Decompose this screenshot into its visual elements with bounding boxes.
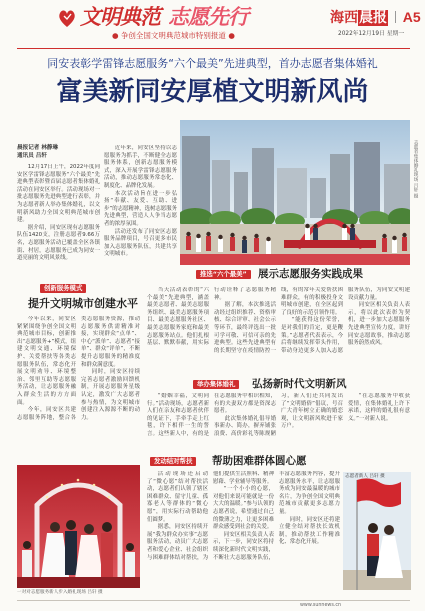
couple-with-flag-photo xyxy=(343,472,411,590)
subtitle-text: 争创全国文明典范城市特别报道 xyxy=(120,31,226,40)
volunteer-heart-logo-icon xyxy=(58,7,76,29)
logo-divider xyxy=(395,11,396,23)
section-tab-paired-assistance: 发动结对帮扶 xyxy=(150,457,196,466)
paragraph: 此次集体婚礼倡导婚事新办、简办，摒弃铺张浪费、高价彩礼等陈规陋习，新人们还共同发出了“文明婚俗”倡议，号召广大青年树立正确的婚恋观，让文明新风吹进千家万户。 xyxy=(214,393,343,437)
paragraph: 同时，同安区还将建立健全结对帮扶长效机制，推动帮扶工作精准化、常态化开展。 xyxy=(279,516,340,546)
paragraph: 活动还发布了同安区志愿服务品牌项目，号召更多市民加入志愿服务队伍，共建共享文明城市。 xyxy=(104,228,177,258)
section-title-group-wedding: 弘扬新时代文明新风 xyxy=(252,378,347,390)
dot-icon: ● xyxy=(112,31,119,40)
paper-name-part1: 海西 xyxy=(330,10,358,26)
section-title-paired-assistance: 帮助困难群体圆心愿 xyxy=(212,455,307,467)
paragraph: 据介绍，同安区现有志愿服务队伍1420支，注册志愿者9.66万名，志愿服务活动已覆盖全区各镇街、村居，志愿服务已成为同安一道亮丽的文明风景线。 xyxy=(17,224,100,262)
red-carpet xyxy=(180,254,410,265)
right-photo-caption: 志愿者新人 吕轩 摄 xyxy=(345,474,385,479)
dot-icon: ● xyxy=(228,31,235,40)
floor xyxy=(17,577,140,588)
paragraph: 活动现场还启动了“微心愿”结对帮扶活动，志愿者们认领了辖区困难群众、留守儿童、孤寡老人等群体的“微心愿”，用实际行动帮助他们圆梦。 xyxy=(147,471,208,523)
section-body-six-best xyxy=(147,287,410,371)
paragraph: “在志愿服务中收获爱情，在集体婚礼上许下承诺，这样的婚礼很有意义。”一对新人说。 xyxy=(348,393,410,422)
paragraph: “一个小小的心愿，对他们来说可能就是一份大大的温暖。”参与认领的志愿者说，希望通过自己的微薄之力，让更多困难群众感受到社会的关爱。 xyxy=(213,486,274,531)
paragraph: 近年来，同安区坚持以志愿服务为抓手，不断健全志愿服务体系，创新志愿服务模式，深入开展学雷锋志愿服务活动，推动志愿服务常态化、制度化、品牌化发展。 xyxy=(104,145,177,189)
section-tab-six-best: 推选“六个最美” xyxy=(196,270,251,279)
section-title-six-best: 展示志愿服务实践成果 xyxy=(258,268,363,280)
intro-column xyxy=(17,164,100,268)
byline-reporter: 晨报记者 林静琳 xyxy=(17,145,59,151)
left-photo-caption: 一对对志愿服务新人步入婚礼现场 吕轩 摄 xyxy=(17,590,103,595)
couples-entering-photo xyxy=(17,465,140,588)
brand-title-part1: 文明典范 xyxy=(80,4,160,29)
paragraph: 12月17日上午，2022年度同安区学雷锋志愿服务“六个最美”先进典型表彰暨首届志愿者集体婚礼活动在同安区举行。活动现场对一批志愿服务先进典型进行表彰，并为志愿者新人举办集体婚礼，以文明新风助力全国文明典范城市创建。 xyxy=(17,164,100,224)
paragraph: 据了解，本次推选活动经过组织推荐、资格审核、综合评审、社会公示等环节，最终评选出一批可学可敬、可信可亲的先进典型。这些先进典型有的长期坚守在疫情防控一线，有的常年关爱帮扶困难群众，有的积极投身文明城市创建，在全区起到了良好的示范引领作用。 xyxy=(214,287,343,354)
section-body-innovation xyxy=(17,316,140,461)
article-headline: 富美新同安厚植文明新风尚 xyxy=(56,77,369,107)
paragraph: “能获得这份荣誉，是对我们的肯定，更是鞭策。”志愿者代表表示，今后将继续发挥带头作用，带动身边更多人加入志愿服务队伍，为同安文明建设贡献力量。 xyxy=(281,287,410,354)
paragraph: 同安区相关负责人表示，将以此次表彰为契机，进一步加大志愿服务先进典型宣传力度，讲好同安志愿故事，推动志愿服务蔚然成风。 xyxy=(348,302,410,347)
stage xyxy=(284,240,376,248)
paragraph: “婚姻幸福，文明同行。”活动现场，志愿者新人们在亲友和志愿者伙伴的见证下，手牵手走上红毯，许下相伴一生的誓言。这些新人中，有的是在志愿服务中相识相知，有的夫妻双方都是资深志愿者。 xyxy=(147,393,276,437)
paragraph: 本次活动旨在进一步弘扬“奉献、友爱、互助、进步”的志愿精神，选树志愿服务先进典型，营造人人争当志愿者的浓厚氛围。 xyxy=(104,190,177,227)
paragraph: 今年，同安区共建志愿服务阵地，整合各类志愿服务资源，推动志愿服务供需精准对接，实现群众“点单”、中心“派单”、志愿者“接单”、群众“评单”，不断提升志愿服务的精准度和群众满意度。 xyxy=(17,316,140,421)
byline xyxy=(17,145,101,160)
header-divider xyxy=(17,48,410,49)
article-subhead: 同安表彰学雷锋志愿服务“六个最美”先进典型，首办志愿者集体婚礼 xyxy=(47,57,378,70)
paragraph: 当天活动表彰的“六个最美”先进典型，涵盖最美志愿者、最美志愿服务组织、最美志愿服务项目、最美志愿服务社区、最美志愿服务家庭和最美志愿服务站点。他们扎根基层、默默奉献，用实际行动诠释了志愿服务精神。 xyxy=(147,287,276,347)
top-photo-caption: 志愿者集体婚礼现场 吕轩 摄 xyxy=(413,140,418,199)
newspaper-logo xyxy=(330,8,421,27)
paragraph: 同安区相关负责人表示，下一步，同安区将持续深化新时代文明实践，不断壮大志愿服务队伍，丰富志愿服务内容，提升志愿服务水平，让志愿服务成为同安最温暖的城市名片，为争创全国文明典范城市贡献更多志愿力量。 xyxy=(213,471,340,561)
paragraph: 据悉，同安区持续开展“我为群众办实事”志愿服务活动，动员广大志愿者和爱心企业、社会组织与困难群体结对帮扶，为他们提供生活照料、精神慰藉、学业辅导等服务。 xyxy=(147,471,274,561)
special-report-subtitle xyxy=(112,31,235,41)
wedding-ceremony-photo xyxy=(180,120,410,265)
section-tab-group-wedding: 举办集体婚礼 xyxy=(193,380,239,389)
section-body-group-wedding xyxy=(147,393,410,448)
section-body-paired-assistance xyxy=(147,471,340,598)
paper-name-part2: 晨报 xyxy=(359,10,387,26)
page-number: A5 xyxy=(402,9,421,25)
paragraph: 同时，同安区持续完善志愿者激励回馈机制，开展志愿服务星级认定，激发广大志愿者参与热情，为文明城市创建注入源源不断的动力。 xyxy=(81,369,140,421)
issue-date: 2022年12月19日 星期一 xyxy=(338,31,405,37)
footer-website: www.sunnews.cn xyxy=(300,603,342,608)
section-tab-innovation: 创新服务模式 xyxy=(40,284,86,293)
byline-correspondent: 通讯员 吕轩 xyxy=(17,152,47,159)
footer-divider xyxy=(17,600,410,601)
lead-column xyxy=(104,145,177,269)
masthead xyxy=(0,0,425,48)
section-title-innovation: 提升文明城市创建水平 xyxy=(28,297,138,310)
brand-title-part2: 志愿先行 xyxy=(168,4,248,29)
paragraph: 今年以来，同安区紧紧围绕争创全国文明典范城市目标，创新推出“志愿服务+”模式，组建文明交通、环境保护、关爱帮扶等各类志愿服务队伍，常态化开展文明劝导、环境整治、邻里互助等志愿服务活动，让志愿服务融入群众生活的方方面面。 xyxy=(17,316,76,406)
